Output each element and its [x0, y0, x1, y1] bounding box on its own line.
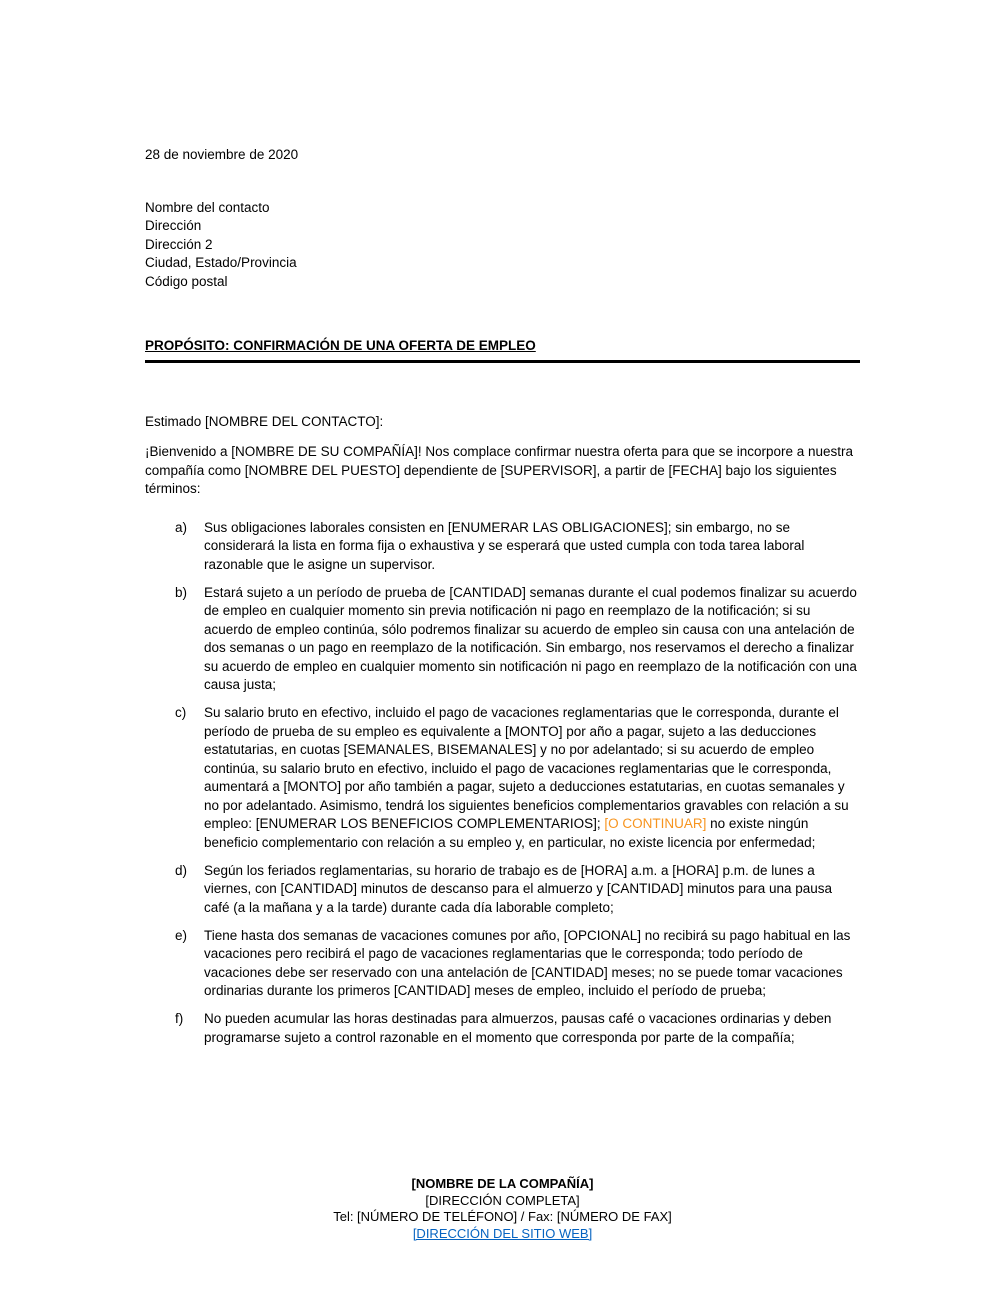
term-text: Sus obligaciones laborales consisten en [ENUMERAR LAS OBLIGACIONES]; sin embargo, no se considerará la lista en forma fija o exhaustiva y se esperará que usted cumpla con toda tarea laboral razonable que le asigne un supervisor.	[204, 519, 805, 572]
term-item-d	[145, 862, 860, 918]
subject-rule	[145, 337, 860, 363]
terms-list	[145, 519, 860, 1048]
term-label: b)	[175, 584, 188, 600]
term-item-e	[145, 927, 860, 1001]
term-item-f	[145, 1010, 860, 1047]
term-label: c)	[175, 705, 187, 720]
term-item-b	[145, 584, 860, 695]
salutation: Estimado [NOMBRE DEL CONTACTO]:	[145, 413, 384, 429]
intro-paragraph: ¡Bienvenido a [NOMBRE DE SU COMPAÑÍA]! Nos complace confirmar nuestra oferta para que se incorpore a nuestra compañía como [NOMBRE DEL PUESTO] dependiente de [SUPERVISOR], a partir de [FECHA] bajo los siguientes términos:	[145, 444, 854, 496]
term-text: Tiene hasta dos semanas de vacaciones comunes por año, [OPCIONAL] no recibirá su pago habitual en las vacaciones pero recibirá el pago de vacaciones reglamentarias que le corresponda; todo período de vacaciones debe ser reservado con una antelación de [CANTIDAD] meses; no se puede tomar vacaciones ordinarias durante los primeros [CANTIDAD] meses de empleo, incluido el período de prueba;	[204, 927, 851, 998]
recipient-postal-code: Código postal	[145, 273, 228, 289]
recipient-block	[145, 199, 860, 292]
term-text-after: no existe ningún beneficio complementario con relación a su empleo y, en particular, no existe licencia por enfermedad;	[204, 816, 816, 850]
letter-footer	[145, 1176, 860, 1242]
recipient-address-2: Dirección 2	[145, 236, 213, 252]
recipient-name: Nombre del contacto	[145, 199, 270, 215]
term-label: f)	[175, 1011, 184, 1026]
term-text	[204, 704, 860, 852]
website-link[interactable]: [DIRECCIÓN DEL SITIO WEB]	[412, 1225, 593, 1241]
term-text: Según los feriados reglamentarias, su horario de trabajo es de [HORA] a.m. a [HORA] p.m. de lunes a viernes, con [CANTIDAD] minutos de descanso para el almuerzo y [CANTIDAD] minutos para una pausa café (a la mañana y a la tarde) durante cada día laborable completo;	[204, 862, 833, 915]
company-phone-fax: Tel: [NÚMERO DE TELÉFONO] / Fax: [NÚMERO DE FAX]	[333, 1209, 672, 1224]
term-item-a	[145, 519, 860, 575]
letter-date: 28 de noviembre de 2020	[145, 147, 299, 162]
company-address: [DIRECCIÓN COMPLETA]	[425, 1192, 580, 1208]
term-text-before: Su salario bruto en efectivo, incluido el pago de vacaciones reglamentarias que le corresponda, durante el período de prueba de su empleo es equivalente a [MONTO] por año a pagar, sujeto a las deducciones estatutarias, en cuotas [SEMANALES, BISEMANALES] y no por adelantado; si su acuerdo de empleo continúa, su salario bruto en efectivo, incluido el pago de vacaciones reglamentarias que le corresponda, aumentará a [MONTO] por año también a pagar, sujeto a deducciones estatutarias, en cuotas semanales y no por adelantado. Asimismo, tendrá los siguientes beneficios complementarios gravables con relación a su empleo: [ENUMERAR LOS BENEFICIOS COMPLEMENTARIOS];	[204, 705, 849, 831]
subject-heading: PROPÓSITO: CONFIRMACIÓN DE UNA OFERTA DE EMPLEO	[145, 338, 536, 353]
highlighted-text: [O CONTINUAR]	[604, 816, 707, 831]
term-label: a)	[175, 519, 188, 535]
term-text: No pueden acumular las horas destinadas para almuerzos, pausas café o vacaciones ordinarias y deben programarse sujeto a control razonable en el momento que corresponda por parte de la compañía;	[204, 1011, 832, 1045]
term-label: e)	[175, 927, 188, 943]
recipient-address-1: Dirección	[145, 218, 202, 233]
recipient-city-state: Ciudad, Estado/Provincia	[145, 255, 297, 270]
company-name: [NOMBRE DE LA COMPAÑÍA]	[411, 1176, 594, 1191]
term-label: d)	[175, 862, 188, 878]
term-text: Estará sujeto a un período de prueba de [CANTIDAD] semanas durante el cual podemos finalizar su acuerdo de empleo en cualquier momento sin previa notificación ni pago en reemplazo de la notificación; si su acuerdo de empleo continúa, sólo podremos finalizar su acuerdo de empleo sin causa con una antelación de dos semanas o un pago en reemplazo de la notificación. Sin embargo, nos reservamos el derecho a finalizar su acuerdo de empleo en cualquier momento sin notificación ni pago en reemplazo de la notificación con una causa justa;	[204, 584, 857, 692]
term-item-c	[145, 704, 860, 852]
